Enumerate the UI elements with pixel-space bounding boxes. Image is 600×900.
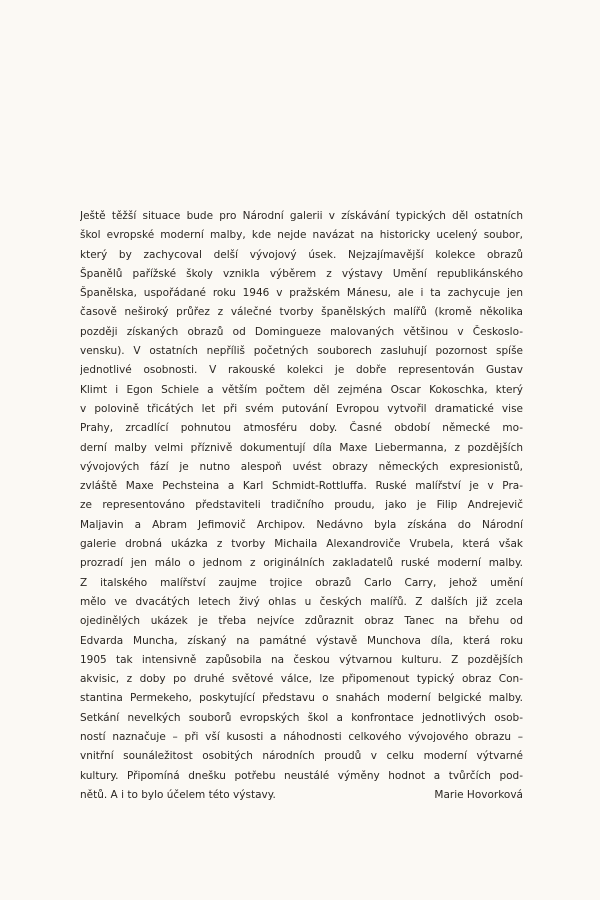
text-line: později získaných obrazů od Domingueze malovaných většinou v Českoslo- xyxy=(80,325,523,338)
text-line: Klimt i Egon Schiele a větším počtem děl zejména Oscar Kokoschka, který xyxy=(80,383,523,396)
text-line: ností naznačuje – při vší kusosti a náhodnosti celkového vývojového obrazu – xyxy=(80,731,523,744)
text-line: akvisic, z doby po druhé světové válce, lze připomenout typický obraz Con- xyxy=(80,673,523,686)
text-line: vnitřní sounáležitost osobitých národních proudů v celku moderní výtvarné xyxy=(80,750,523,763)
text-line: v polovině třicátých let při svém putování Evropou vytvořil dramatické vise xyxy=(80,402,523,415)
text-line: ojedinělých ukázek je třeba nejvíce zdůraznit obraz Tanec na břehu od xyxy=(80,615,523,628)
text-line: kultury. Připomíná dnešku potřebu neustálé výměny hodnot a tvůrčích pod- xyxy=(80,769,523,782)
text-line: stantina Permekeho, poskytující představu o snahách moderní belgické malby. xyxy=(80,692,523,705)
text-line: derní malby velmi příznivě dokumentují díla Maxe Liebermanna, z pozdějších xyxy=(80,441,523,454)
text-line: Edvarda Muncha, získaný na památné výstavě Munchova díla, která roku xyxy=(80,634,523,647)
closing-line: nětů. A i to bylo účelem této výstavy. xyxy=(80,788,276,801)
text-line: škol evropské moderní malby, kde nejde navázat na historicky ucelený soubor, xyxy=(80,229,523,242)
text-line: mělo ve dvacátých letech živý ohlas u českých malířů. Z dalších již zcela xyxy=(80,595,523,608)
author-signature: Marie Hovorková xyxy=(434,788,523,801)
text-line: Setkání nevelkých souborů evropských škol a konfrontace jednotlivých osob- xyxy=(80,711,523,724)
text-line: který by zachycoval delší vývojový úsek. Nejzajímavější kolekce obrazů xyxy=(80,248,523,261)
text-line: Španělů pařížské školy vznikla výběrem z výstavy Umění republikánského xyxy=(80,267,523,280)
text-line: vývojových fází je nutno alespoň uvést obrazy německých expresionistů, xyxy=(80,460,523,473)
body-text xyxy=(80,207,523,805)
text-line: galerie drobná ukázka z tvorby Michaila Alexandroviče Vrubela, která však xyxy=(80,538,523,551)
text-line: časově neširoký průřez z válečné tvorby španělských malířů (kromě několika xyxy=(80,306,523,319)
text-line: vensku). V ostatních nepříliš početných souborech zasluhují pozornost spíše xyxy=(80,345,523,358)
text-line: 1905 tak intensivně zapůsobila na českou výtvarnou kulturu. Z pozdějších xyxy=(80,653,523,666)
text-line: Španělska, uspořádané roku 1946 v pražském Mánesu, ale i ta zachycuje jen xyxy=(80,287,523,300)
text-line: Z italského malířství zaujme trojice obrazů Carlo Carry, jehož umění xyxy=(80,576,523,589)
text-line: ze representováno představiteli tradičního proudu, jako je Filip Andrejevič xyxy=(80,499,523,512)
text-line: zvláště Maxe Pechsteina a Karl Schmidt-Rottluffa. Ruské malířství je v Pra- xyxy=(80,480,523,493)
text-line: prozradí jen málo o jednom z originálních zakladatelů ruské moderní malby. xyxy=(80,557,523,570)
closing-row xyxy=(80,786,523,805)
text-line: Prahy, zrcadlící pohnutou atmosféru doby. Časné období německé mo- xyxy=(80,422,523,435)
text-line: Maljavin a Abram Jefimovič Archipov. Nedávno byla získána do Národní xyxy=(80,518,523,531)
text-line: Ještě těžší situace bude pro Národní galerii v získávání typických děl ostatních xyxy=(80,210,523,222)
text-line: jednotlivé osobnosti. V rakouské kolekci je dobře representován Gustav xyxy=(80,364,523,377)
